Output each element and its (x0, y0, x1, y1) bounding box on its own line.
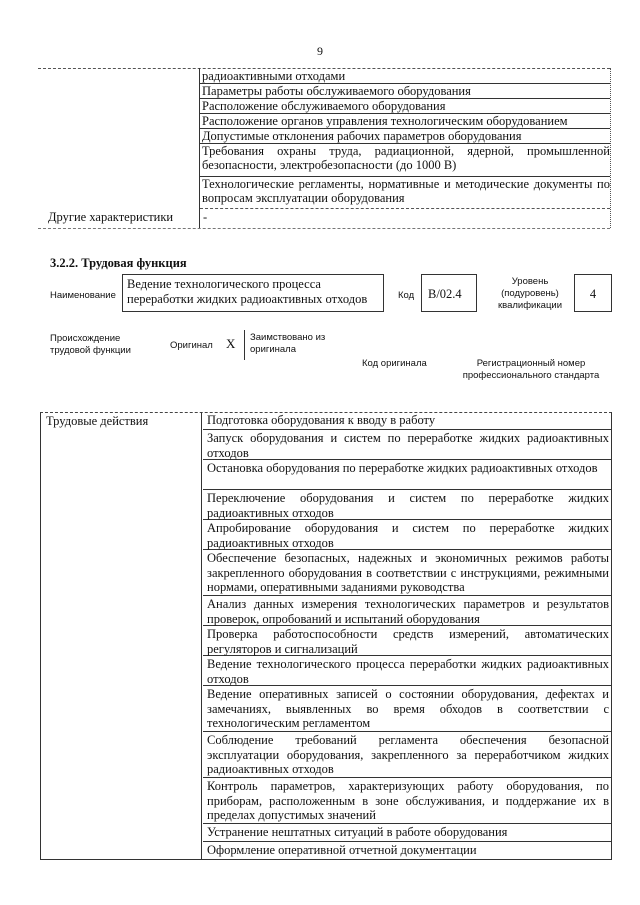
table-row: Обеспечение безопасных, надежных и экономичных режимов работы закрепленного оборудования в соответствии с инструкциями, режимными нормами, оперативными заданиями руководства (203, 550, 611, 596)
page-number: 9 (317, 44, 323, 58)
labor-actions-label: Трудовые действия (40, 412, 202, 860)
table-row: Устранение нештатных ситуаций в работе оборудования (203, 824, 611, 842)
table-row: Требования охраны труда, радиационной, ядерной, промышленной безопасности, электробезопасности (до 1000 В) (200, 144, 610, 177)
table-row: Ведение технологического процесса переработки жидких радиоактивных отходов (203, 656, 611, 686)
code-label: Код (398, 290, 415, 301)
table-row: радиоактивными отходами (200, 69, 610, 84)
table-row: Контроль параметров, характеризующих работу оборудования, по приборам, расположенным в зоне обслуживания, и поддержание их в пределах допустимых значений (203, 778, 611, 824)
other-characteristics-value: - (203, 210, 208, 224)
table-row: Оформление оперативной отчетной документации (207, 843, 477, 857)
code-box (421, 274, 477, 312)
origin-label: Происхождение трудовой функции (50, 333, 131, 356)
level-box (574, 274, 612, 312)
table-row: Технологические регламенты, нормативные и методические документы по вопросам эксплуатации оборудования (200, 177, 610, 209)
table-row: Остановка оборудования по переработке жидких радиоактивных отходов (203, 460, 611, 490)
code-value: B/02.4 (428, 287, 462, 301)
function-name: Ведение технологического процесса переработки жидких радиоактивных отходов (127, 277, 368, 306)
section-title: 3.2.2. Трудовая функция (50, 256, 187, 270)
table-row: Ведение оперативных записей о состоянии оборудования, дефектах и замечаниях, выявленных во время обходов в соответствии с технологическим регламентом (203, 686, 611, 732)
table-row: Расположение обслуживаемого оборудования (200, 99, 610, 114)
table-right-border (610, 68, 611, 228)
code-original-label: Код оригинала (362, 358, 427, 369)
table-row: Анализ данных измерения технологических параметров и результатов проверок, опробований и испытаний оборудования (203, 596, 611, 626)
table-row: Апробирование оборудования и систем по переработке жидких радиоактивных отходов (203, 520, 611, 550)
name-label: Наименование (50, 290, 116, 301)
original-mark: X (226, 336, 236, 351)
borrowed-label: Заимствовано из оригинала (250, 332, 326, 355)
other-characteristics-label: Другие характеристики (48, 210, 174, 224)
table-row: Параметры работы обслуживаемого оборудования (200, 84, 610, 99)
level-label: Уровень (подуровень) квалификации (497, 276, 563, 311)
table-row: Расположение органов управления технологическим оборудованием (200, 114, 610, 129)
origin-divider (244, 330, 245, 360)
function-name-box (122, 274, 384, 312)
original-label: Оригинал (170, 340, 213, 351)
reg-number-label: Регистрационный номер профессионального стандарта (462, 358, 600, 381)
table-row: Подготовка оборудования к вводу в работу (203, 412, 611, 430)
table-row: Проверка работоспособности средств измерений, автоматических регуляторов и сигнализаций (203, 626, 611, 656)
table-row: Допустимые отклонения рабочих параметров оборудования (200, 129, 610, 144)
table-row: Соблюдение требований регламента обеспечения безопасной эксплуатации оборудования, закрепленного за переработчиком жидких радиоактивных отходов (203, 732, 611, 778)
table-row: Переключение оборудования и систем по переработке жидких радиоактивных отходов (203, 490, 611, 520)
table-row: Запуск оборудования и систем по переработке жидких радиоактивных отходов (203, 430, 611, 460)
table-bottom-border (38, 228, 610, 229)
level-value: 4 (589, 287, 597, 301)
